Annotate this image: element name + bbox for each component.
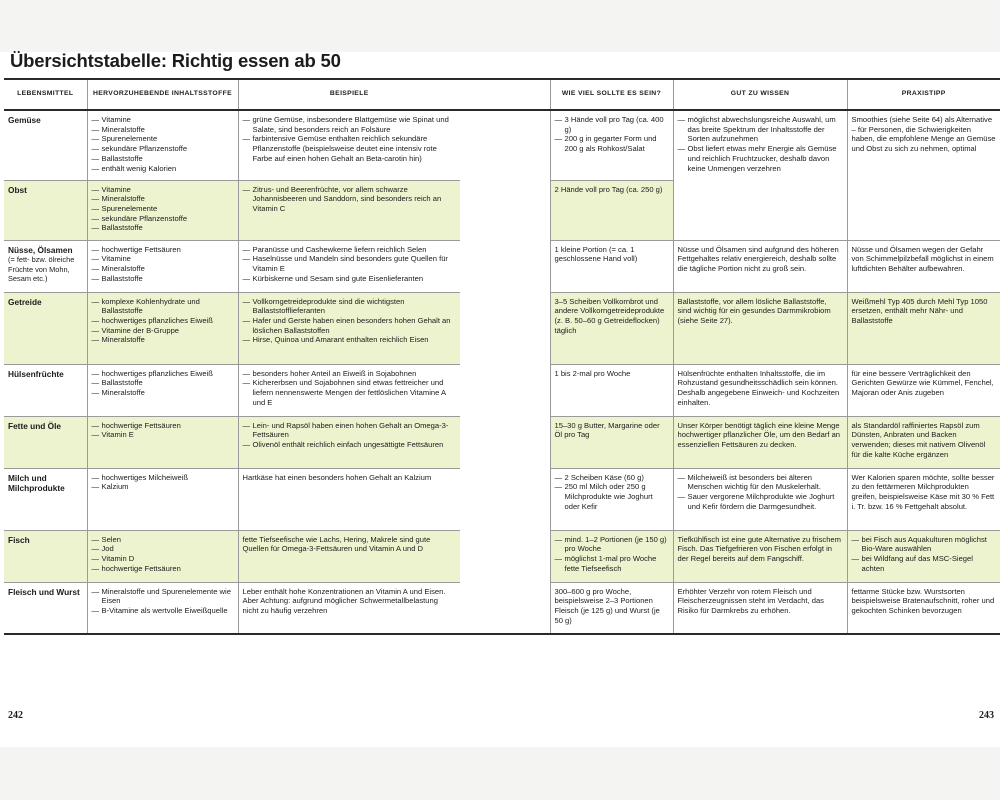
ingredients-cell xyxy=(87,364,238,416)
list-item: — Vitamin E xyxy=(92,430,234,440)
list-item: — Vitamin D xyxy=(92,554,234,564)
list-item: — Mineralstoffe xyxy=(92,194,234,204)
gutter-cell xyxy=(460,364,550,416)
amount-text: 2 Hände voll pro Tag (ca. 250 g) xyxy=(554,184,663,194)
list-item: — Vitamine xyxy=(92,115,234,125)
list-item: — Mineralstoffe und Spurenelemente wie Eisen xyxy=(92,587,234,606)
list-item: — Vitamine xyxy=(92,185,234,195)
list-item: — hochwertige Fettsäuren xyxy=(92,245,234,255)
food-name: Obst xyxy=(8,184,27,195)
ingredients-cell xyxy=(87,468,238,530)
food-cell xyxy=(4,110,87,180)
header-beispiele: BEISPIELE xyxy=(238,79,460,110)
amount-cell xyxy=(550,416,673,468)
list-item: — bei Wildfang auf das MSC-Siegel achten xyxy=(852,554,997,573)
ingredients-cell xyxy=(87,180,238,240)
gutter-cell xyxy=(460,530,550,582)
list-item: — sekundäre Pflanzenstoffe xyxy=(92,144,234,154)
examples-cell xyxy=(238,364,460,416)
table-row xyxy=(4,530,1000,582)
list-item: — Mineralstoffe xyxy=(92,388,234,398)
list-item: — hochwertiges pflanzliches Eiweiß xyxy=(92,369,234,379)
examples-cell xyxy=(238,416,460,468)
gutter-cell xyxy=(460,240,550,292)
tip-text: fettarme Stücke bzw. Wurstsorten beispielsweise Bratenaufschnitt, roher und gekochten Schinken bevorzugen xyxy=(851,586,995,615)
list-item: — Kürbiskerne und Sesam sind gute Eisenlieferanten xyxy=(243,274,457,284)
list-item: — Spurenelemente xyxy=(92,204,234,214)
amount-cell xyxy=(550,180,673,240)
info-cell xyxy=(673,364,847,416)
info-text: Nüsse und Ölsamen sind aufgrund des höheren Fettgehaltes relativ energiereich, deshalb sollte die tägliche Portion nicht zu groß sein. xyxy=(677,244,839,273)
food-name: Fleisch und Wurst xyxy=(8,586,80,597)
examples-cell xyxy=(238,468,460,530)
tip-text: für eine bessere Verträglichkeit den Gerichten Gewürze wie Kümmel, Fenchel, Majoran oder Anis zugeben xyxy=(851,368,994,397)
list-item: — besonders hoher Anteil an Eiweiß in Sojabohnen xyxy=(243,369,457,379)
list-item: — Haselnüsse und Mandeln sind besonders gute Quellen für Vitamin E xyxy=(243,254,457,273)
ingredients-cell xyxy=(87,240,238,292)
food-cell xyxy=(4,364,87,416)
examples-text: fette Tiefseefische wie Lachs, Hering, Makrele sind gute Quellen für Omega-3-Fettsäuren und Vitamin A und D xyxy=(242,534,431,554)
table-row xyxy=(4,364,1000,416)
list-item: — bei Fisch aus Aquakulturen möglichst Bio-Ware auswählen xyxy=(852,535,997,554)
list-item: — 200 g in gegarter Form und 200 g als Rohkost/Salat xyxy=(555,134,669,153)
list-item: — Olivenöl enthält reichlich einfach ungesättigte Fettsäuren xyxy=(243,440,457,450)
list-item: — Ballaststoffe xyxy=(92,223,234,233)
list-item: — Ballaststoffe xyxy=(92,378,234,388)
amount-text: 1 bis 2-mal pro Woche xyxy=(554,368,631,378)
food-cell xyxy=(4,180,87,240)
amount-text: 1 kleine Portion (= ca. 1 geschlossene Hand voll) xyxy=(554,244,638,264)
list-item: — Kichererbsen und Sojabohnen sind etwas fettreicher und liefern nennenswerte Mengen der fettlöslichen Vitamine A und E xyxy=(243,378,457,407)
info-cell xyxy=(673,530,847,582)
info-cell xyxy=(673,468,847,530)
food-name: Fisch xyxy=(8,534,30,545)
examples-cell xyxy=(238,180,460,240)
ingredients-cell xyxy=(87,416,238,468)
list-item: — hochwertiges Milcheiweiß xyxy=(92,473,234,483)
list-item: — möglichst 1-mal pro Woche fette Tiefseefisch xyxy=(555,554,669,573)
table-row xyxy=(4,468,1000,530)
amount-cell xyxy=(550,240,673,292)
header-menge: WIE VIEL SOLLTE ES SEIN? xyxy=(550,79,673,110)
tip-cell xyxy=(847,292,1000,364)
info-text: Hülsenfrüchte enthalten Inhaltsstoffe, die im Rohzustand gesundheitsschädlich sein können. Deshalb angegebene Einweich- und Kochzeiten einhalten. xyxy=(677,368,840,407)
list-item: — Milcheiweiß ist besonders bei älteren Menschen wichtig für den Muskelerhalt. xyxy=(678,473,843,492)
list-item: — Spurenelemente xyxy=(92,134,234,144)
info-text: Unser Körper benötigt täglich eine kleine Menge hochwertiger pflanzlicher Öle, um den Bedarf an essenziellen Fettsäuren zu decken. xyxy=(677,420,841,449)
gutter-cell xyxy=(460,110,550,180)
food-cell xyxy=(4,416,87,468)
tip-cell xyxy=(847,364,1000,416)
examples-text: Hartkäse hat einen besonders hohen Gehalt an Kalzium xyxy=(242,472,432,482)
food-name: Getreide xyxy=(8,296,42,307)
list-item: — enthält wenig Kalorien xyxy=(92,164,234,174)
ingredients-cell xyxy=(87,292,238,364)
list-item: — Mineralstoffe xyxy=(92,335,234,345)
examples-cell xyxy=(238,582,460,634)
list-item: — Hirse, Quinoa und Amarant enthalten reichlich Eisen xyxy=(243,335,457,345)
list-item: — Zitrus- und Beerenfrüchte, vor allem schwarze Johannisbeeren und Sanddorn, sind besonders reich an Vitamin C xyxy=(243,185,457,214)
list-item: — Sauer vergorene Milchprodukte wie Joghurt und Kefir fördern die Darmgesundheit. xyxy=(678,492,843,511)
amount-text: 15–30 g Butter, Margarine oder Öl pro Tag xyxy=(554,420,660,440)
list-item: — farbintensive Gemüse enthalten reichlich sekundäre Pflanzenstoffe (beispielsweise deutet eine intensiv rote Farbe auf einen hohen Gehalt an Beta-carotin hin) xyxy=(243,134,457,163)
tip-cell xyxy=(847,530,1000,582)
ingredients-cell xyxy=(87,110,238,180)
food-name: Fette und Öle xyxy=(8,420,62,431)
table-header-row xyxy=(4,79,1000,110)
list-item: — mind. 1–2 Portionen (je 150 g) pro Woche xyxy=(555,535,669,554)
tip-text: als Standardöl raffiniertes Rapsöl zum Dünsten, Anbraten und Backen verwenden; dieses mit nativem Olivenöl für die kalte Küche ergänzen xyxy=(851,420,986,459)
food-cell xyxy=(4,292,87,364)
food-name: Hülsenfrüchte xyxy=(8,368,64,379)
info-cell xyxy=(673,416,847,468)
tip-cell xyxy=(847,240,1000,292)
header-inhaltsstoffe: HERVORZUHEBENDE INHALTSSTOFFE xyxy=(87,79,238,110)
list-item: — Obst liefert etwas mehr Energie als Gemüse und reichlich Fruchtzucker, deshalb davon keine Unmengen verzehren xyxy=(678,144,843,173)
gutter-cell xyxy=(460,468,550,530)
tip-cell xyxy=(847,582,1000,634)
examples-cell xyxy=(238,530,460,582)
list-item: — Hafer und Gerste haben einen besonders hohen Gehalt an löslichen Ballaststoffen xyxy=(243,316,457,335)
amount-text: 300–600 g pro Woche, beispielsweise 2–3 Portionen Fleisch (je 125 g) und Wurst (je 50 g) xyxy=(554,586,660,625)
gutter-cell xyxy=(460,582,550,634)
list-item: — hochwertige Fettsäuren xyxy=(92,564,234,574)
examples-cell xyxy=(238,240,460,292)
info-text: Erhöhter Verzehr von rotem Fleisch und Fleischerzeugnissen steht im Verdacht, das Risiko für Darmkrebs zu erhöhen. xyxy=(677,586,824,615)
food-cell xyxy=(4,530,87,582)
table-row xyxy=(4,240,1000,292)
nutrition-table xyxy=(4,78,1000,635)
table-row xyxy=(4,582,1000,634)
gutter-cell xyxy=(460,292,550,364)
list-item: — Jod xyxy=(92,544,234,554)
list-item: — Vitamine xyxy=(92,254,234,264)
list-item: — Selen xyxy=(92,535,234,545)
list-item: — sekundäre Pflanzenstoffe xyxy=(92,214,234,224)
list-item: — komplexe Kohlenhydrate und Ballaststoffe xyxy=(92,297,234,316)
header-lebensmittel: LEBENSMITTEL xyxy=(4,79,87,110)
table-row xyxy=(4,110,1000,180)
food-cell xyxy=(4,468,87,530)
ingredients-cell xyxy=(87,530,238,582)
tip-text: Weißmehl Typ 405 durch Mehl Typ 1050 ersetzen, enthält mehr Nähr- und Ballaststoffe xyxy=(851,296,988,325)
food-name: Nüsse, Ölsamen xyxy=(8,244,73,255)
list-item: — B-Vitamine als wertvolle Eiweißquelle xyxy=(92,606,234,616)
info-cell xyxy=(673,582,847,634)
table-row xyxy=(4,416,1000,468)
info-cell xyxy=(673,110,847,240)
list-item: — hochwertige Fettsäuren xyxy=(92,421,234,431)
amount-cell xyxy=(550,292,673,364)
page-title: Übersichtstabelle: Richtig essen ab 50 xyxy=(10,50,341,71)
list-item: — Mineralstoffe xyxy=(92,125,234,135)
examples-text: Leber enthält hohe Konzentrationen an Vitamin A und Eisen. xyxy=(242,586,446,596)
amount-text: 3–5 Scheiben Vollkornbrot und andere Vollkorngetreideprodukte (z. B. 50–60 g Getreideflocken) täglich xyxy=(554,296,665,335)
amount-cell xyxy=(550,364,673,416)
info-text: Tiefkühlfisch ist eine gute Alternative zu frischem Fisch. Das Tiefgefrieren von Fischen erfolgt in der Regel bereits auf dem Fangschiff. xyxy=(677,534,841,563)
page-number-left: 242 xyxy=(8,710,23,721)
table-row xyxy=(4,292,1000,364)
list-item: — Mineralstoffe xyxy=(92,264,234,274)
info-cell xyxy=(673,292,847,364)
list-item: — Ballaststoffe xyxy=(92,154,234,164)
examples-cell xyxy=(238,110,460,180)
list-item: — Ballaststoffe xyxy=(92,274,234,284)
list-item: — Lein- und Rapsöl haben einen hohen Gehalt an Omega-3-Fettsäuren xyxy=(243,421,457,440)
amount-cell xyxy=(550,468,673,530)
header-gutter xyxy=(460,79,550,110)
page-number-right: 243 xyxy=(979,710,994,721)
food-name: Gemüse xyxy=(8,115,41,125)
examples-cell xyxy=(238,292,460,364)
food-cell xyxy=(4,240,87,292)
food-note: (= fett- bzw. ölreiche Früchte von Mohn, Sesam etc.) xyxy=(8,255,75,284)
list-item: — möglichst abwechslungsreiche Auswahl, um das breite Spektrum der Inhaltsstoffe der Sorten aufzunehmen xyxy=(678,115,843,144)
list-item: — 250 ml Milch oder 250 g Milchprodukte wie Joghurt oder Kefir xyxy=(555,482,669,511)
list-item: — Vitamine der B-Gruppe xyxy=(92,326,234,336)
list-item: — grüne Gemüse, insbesondere Blattgemüse wie Spinat und Salate, sind besonders reich an Folsäure xyxy=(243,115,457,134)
info-text: Ballaststoffe, vor allem lösliche Ballaststoffe, sind wichtig für ein gesundes Darmmikrobiom (siehe Seite 27). xyxy=(677,296,831,325)
list-item: — Kalzium xyxy=(92,482,234,492)
list-item: — 2 Scheiben Käse (60 g) xyxy=(555,473,669,483)
tip-cell xyxy=(847,110,1000,240)
list-item: — 3 Hände voll pro Tag (ca. 400 g) xyxy=(555,115,669,134)
list-item: — Vollkorngetreideprodukte sind die wichtigsten Ballaststofflieferanten xyxy=(243,297,457,316)
ingredients-cell xyxy=(87,582,238,634)
list-item: — hochwertiges pflanzliches Eiweiß xyxy=(92,316,234,326)
tip-text: Nüsse und Ölsamen wegen der Gefahr von Schimmelpilzbefall möglichst in einem luftdichten Behälter aufbewahren. xyxy=(851,244,994,273)
food-cell xyxy=(4,582,87,634)
tip-cell xyxy=(847,416,1000,468)
tip-text: Smoothies (siehe Seite 64) als Alternative – für Personen, die Schwierigkeiten haben, die empfohlene Menge an Gemüse und Obst zu sich zu nehmen, optimal xyxy=(851,115,996,154)
gutter-cell xyxy=(460,416,550,468)
header-gut-zu-wissen: GUT ZU WISSEN xyxy=(673,79,847,110)
food-name: Milch und Milchprodukte xyxy=(8,472,65,494)
tip-text: Wer Kalorien sparen möchte, sollte besser zu den fettärmeren Milchprodukten greifen, beispielsweise Käse mit 30 % Fett i. Tr. bzw. 16 % Fettgehalt absolut. xyxy=(851,472,995,511)
info-cell xyxy=(673,240,847,292)
list-item: — Paranüsse und Cashewkerne liefern reichlich Selen xyxy=(243,245,457,255)
header-praxistipp: PRAXISTIPP xyxy=(847,79,1000,110)
tip-cell xyxy=(847,468,1000,530)
examples-text: Aber Achtung: aufgrund möglicher Schwermetallbelastung nicht zu häufig verzehren xyxy=(242,596,438,615)
gutter-cell xyxy=(460,180,550,240)
amount-cell xyxy=(550,530,673,582)
amount-cell xyxy=(550,582,673,634)
amount-cell xyxy=(550,110,673,180)
